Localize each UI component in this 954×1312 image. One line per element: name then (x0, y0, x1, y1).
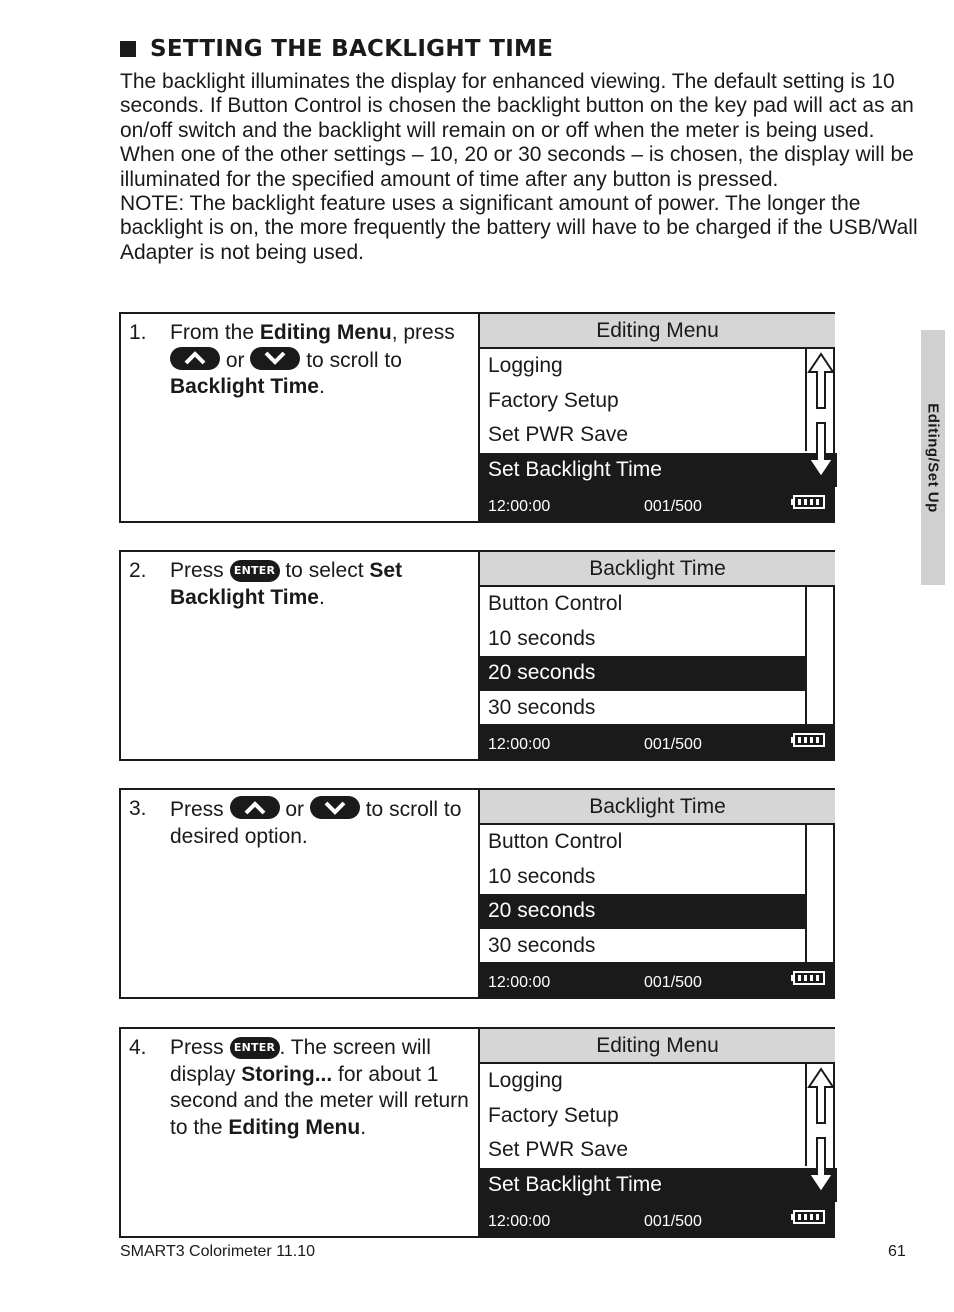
status-bar (480, 962, 835, 997)
status-bar (480, 486, 835, 521)
step-number: 2. (129, 559, 147, 582)
menu-item: 10 seconds (488, 626, 596, 650)
step-1 (119, 312, 835, 523)
battery-icon (791, 971, 825, 985)
step-2-text (129, 558, 477, 611)
clock-readout: 12:00:00 (488, 736, 551, 753)
step-text-segment: , press (391, 321, 455, 344)
step-text-segment: . (319, 375, 325, 398)
enter-button-icon: ENTER (230, 1037, 280, 1059)
step-1-text (129, 320, 477, 401)
step-bold-text: Backlight Time (170, 375, 319, 398)
step-number: 4. (129, 1036, 147, 1059)
down-arrow-button-icon (310, 796, 360, 819)
square-bullet-icon (120, 41, 136, 57)
clock-readout: 12:00:00 (488, 1213, 551, 1230)
menu-item: Factory Setup (488, 1103, 619, 1127)
enter-button-icon: ENTER (230, 560, 280, 582)
menu-item: 10 seconds (488, 864, 596, 888)
menu-item: Set PWR Save (488, 1138, 629, 1161)
step-text-segment: From the (170, 321, 260, 344)
step-text-segment: for about 1 second and the meter will return to the (170, 1062, 469, 1139)
menu-item: Set PWR Save (488, 423, 629, 446)
step-3 (119, 788, 835, 999)
step-text-segment: . (319, 585, 325, 609)
status-bar (480, 1201, 835, 1236)
menu-item: Logging (488, 1069, 563, 1092)
step-4-text (129, 1035, 477, 1141)
record-counter: 001/500 (644, 736, 702, 753)
scroll-up-arrow-icon (807, 1067, 835, 1125)
scroll-divider (805, 587, 807, 724)
record-counter: 001/500 (644, 1213, 702, 1230)
meter-screen (478, 1029, 835, 1236)
heading-text: SETTING THE BACKLIGHT TIME (150, 36, 554, 62)
menu-item-selected: Set Backlight Time (480, 1168, 837, 1203)
scroll-down-arrow-icon (807, 421, 835, 479)
step-bold-text: Storing... (241, 1062, 333, 1086)
step-text-segment: Press (170, 798, 230, 821)
menu-item: Factory Setup (488, 388, 619, 412)
screen-title: Backlight Time (480, 790, 835, 825)
step-bold-text: Set Backlight Time (170, 559, 403, 609)
battery-icon (791, 495, 825, 509)
battery-icon (791, 1210, 825, 1224)
step-text-segment: to scroll to desired option. (170, 798, 462, 848)
menu-item-selected: 20 seconds (480, 894, 805, 929)
step-bold-text: Editing Menu (259, 321, 392, 344)
clock-readout: 12:00:00 (488, 498, 551, 515)
step-text-segment: or (225, 348, 245, 372)
step-bold-text: Editing Menu (228, 1115, 361, 1139)
step-number: 1. (129, 321, 147, 344)
side-tab-label: Editing/Set Up (924, 402, 942, 513)
menu-item: Button Control (488, 592, 623, 615)
page-number: 61 (888, 1243, 906, 1260)
menu-item: 30 seconds (488, 933, 596, 957)
menu-item-selected: 20 seconds (480, 656, 805, 691)
record-counter: 001/500 (644, 974, 702, 991)
screen-menu-list (480, 1064, 835, 1202)
menu-item-selected: Set Backlight Time (480, 453, 837, 488)
step-text-segment: to scroll to (306, 348, 402, 372)
step-text-segment: . The screen will display (170, 1036, 431, 1086)
intro-text (120, 70, 920, 265)
screen-menu-list (480, 825, 835, 963)
screen-menu-list (480, 587, 835, 725)
up-arrow-button-icon (230, 796, 280, 819)
down-arrow-button-icon (250, 347, 300, 370)
scroll-up-arrow-icon (807, 352, 835, 410)
step-text-segment: to select (279, 559, 370, 582)
step-4 (119, 1027, 835, 1238)
step-2 (119, 550, 835, 761)
screen-menu-list (480, 349, 835, 487)
intro-paragraph-1: The backlight illuminates the display for enhanced viewing. The default setting is 10 seconds. If Button Control is chosen the backlight button on the key pad will act as an on/off switch and the backlight will remain on or off when the meter is being used. When one of the other settings – 10, 20 or 30 seconds – is chosen, the display will be illuminated for the specified amount of time after any button is pressed. (120, 70, 914, 191)
up-arrow-button-icon (170, 347, 220, 370)
footer-product: SMART3 Colorimeter 11.10 (120, 1243, 316, 1260)
step-text-segment: . (360, 1115, 367, 1139)
battery-icon (791, 733, 825, 747)
scroll-down-arrow-icon (807, 1136, 835, 1194)
side-tab (921, 330, 945, 585)
status-bar (480, 724, 835, 759)
intro-note: NOTE: The backlight feature uses a significant amount of power. The longer the backlight is on, the more frequently the battery will have to be charged if the USB/Wall Adapter is not being used. (120, 192, 918, 264)
record-counter: 001/500 (644, 498, 702, 515)
menu-item: Logging (488, 354, 563, 377)
step-number: 3. (129, 797, 147, 820)
meter-screen (478, 314, 835, 521)
step-text-segment: Press (170, 559, 230, 582)
step-3-text (129, 796, 477, 850)
section-heading (120, 36, 553, 62)
step-text-segment: Press (170, 1036, 230, 1059)
clock-readout: 12:00:00 (488, 974, 551, 991)
menu-item: Button Control (488, 830, 623, 853)
meter-screen (478, 790, 835, 997)
screen-title: Editing Menu (480, 314, 835, 349)
scroll-divider (805, 825, 807, 962)
screen-title: Editing Menu (480, 1029, 835, 1064)
step-text-segment: or (285, 798, 305, 821)
meter-screen (478, 552, 835, 759)
screen-title: Backlight Time (480, 552, 835, 587)
menu-item: 30 seconds (488, 695, 596, 719)
